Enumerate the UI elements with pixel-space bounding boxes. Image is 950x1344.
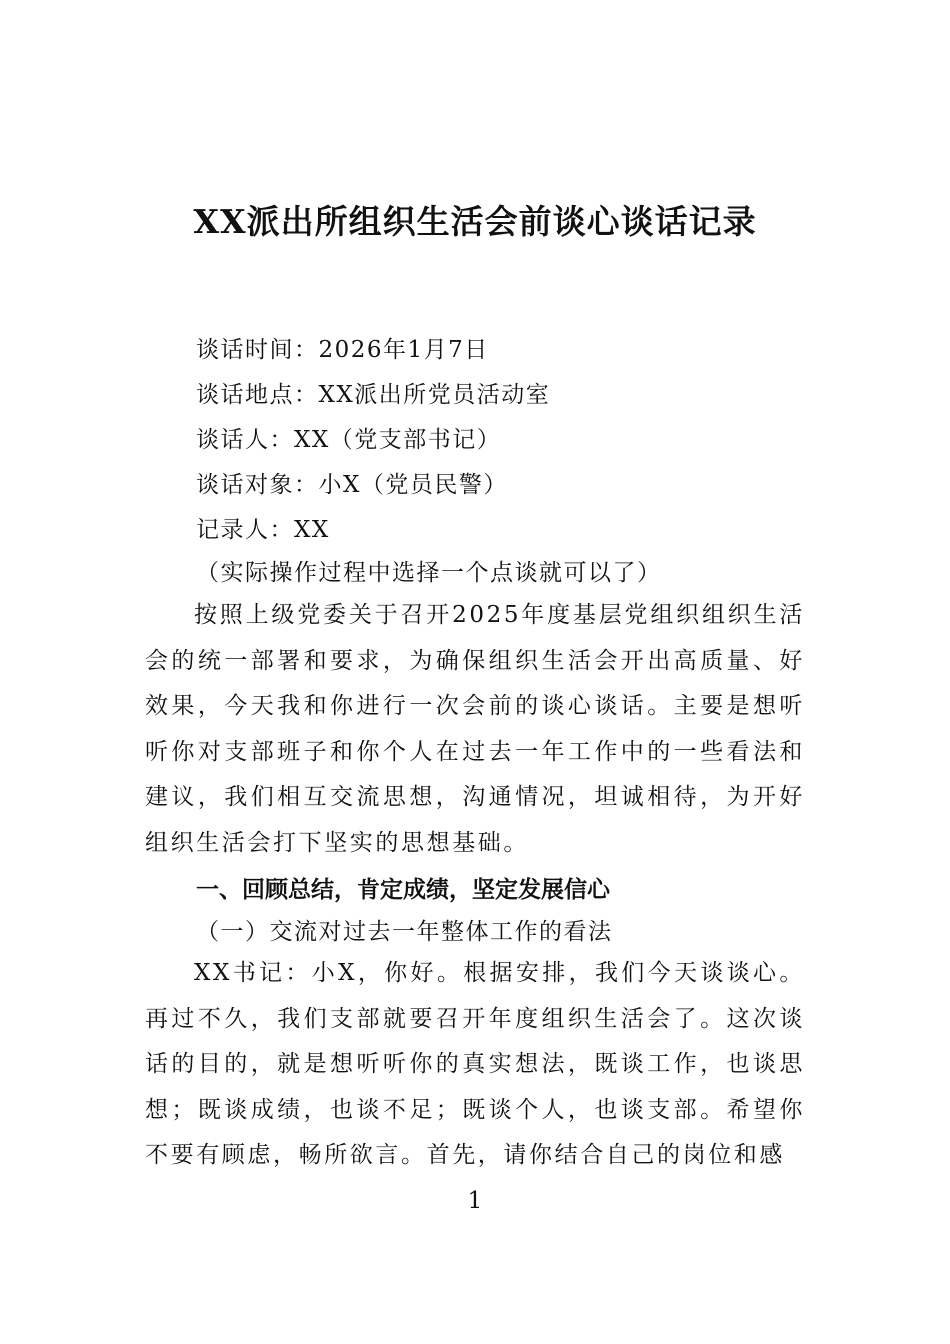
subsection-heading: （一）交流对过去一年整体工作的看法 <box>196 919 613 945</box>
meta-place: 谈话地点：XX派出所党员活动室 <box>196 382 551 408</box>
meta-time: 谈话时间：2026年1月7日 <box>196 337 489 363</box>
meta-recorder: 记录人：XX <box>196 517 330 543</box>
section-heading: 一、回顾总结，肯定成绩，坚定发展信心 <box>196 877 610 903</box>
dialogue-paragraph: XX书记：小X，你好。根据安排，我们今天谈谈心。再过不久，我们支部就要召开年度组织生活会了。这次谈话的目的，就是想听听你的真实想法，既谈工作，也谈思想；既谈成绩，也谈不足；既谈个人，也谈支部。希望你不要有顾虑，畅所欲言。首先，请你结合自己的岗位和感 <box>145 960 805 1168</box>
meta-note: （实际操作过程中选择一个点谈就可以了） <box>196 560 662 586</box>
page-number: 1 <box>467 1188 483 1214</box>
intro-paragraph: 按照上级党委关于召开2025年度基层党组织组织生活会的统一部署和要求，为确保组织生活会开出高质量、好效果，今天我和你进行一次会前的谈心谈话。主要是想听听你对支部班子和你个人在过去一年工作中的一些看法和建议，我们相互交流思想，沟通情况，坦诚相待，为开好组织生活会打下坚实的思想基础。 <box>145 602 805 856</box>
document-title: XX派出所组织生活会前谈心谈话记录 <box>193 202 757 241</box>
meta-target: 谈话对象：小X（党员民警） <box>196 472 508 498</box>
meta-speaker: 谈话人：XX（党支部书记） <box>196 427 502 453</box>
